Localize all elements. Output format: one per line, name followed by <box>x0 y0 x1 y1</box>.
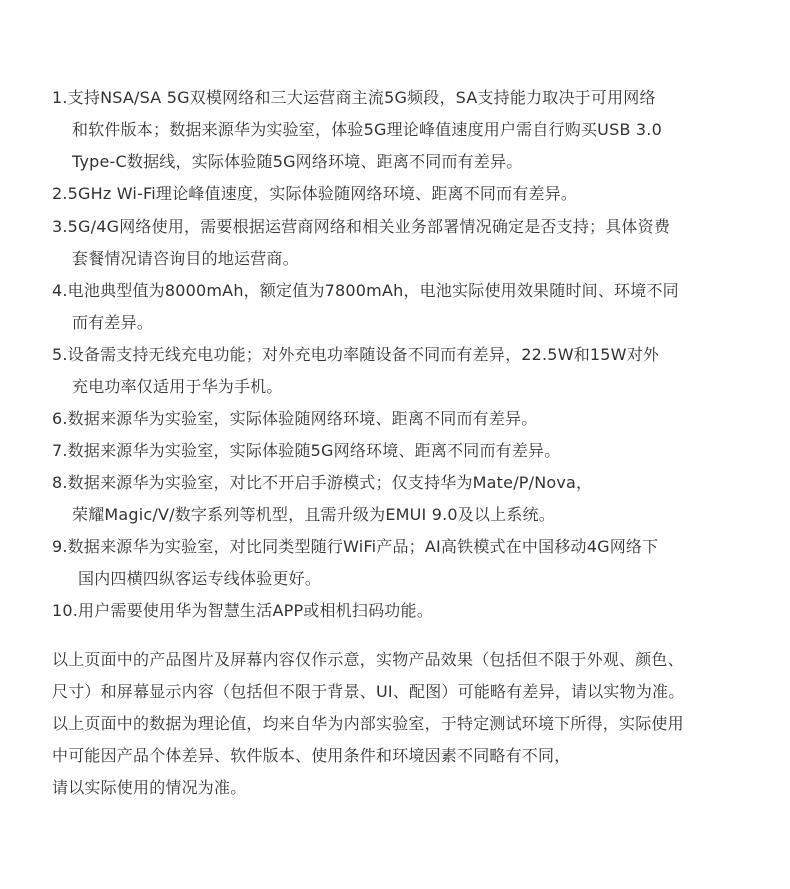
note-4-line-2: 而有差异。 <box>72 313 154 332</box>
note-8-line-2: 荣耀Magic/V/数字系列等机型，且需升级为EMUI 9.0及以上系统。 <box>72 505 556 524</box>
note-7: 7.数据来源华为实验室，实际体验随5G网络环境、距离不同而有差异。 <box>52 441 561 460</box>
disclaimer-line-2: 尺寸）和屏幕显示内容（包括但不限于背景、UI、配图）可能略有差异，请以实物为准。 <box>52 682 685 701</box>
note-10: 10.用户需要使用华为智慧生活APP或相机扫码功能。 <box>52 601 433 620</box>
note-1-line-1: 1.支持NSA/SA 5G双模网络和三大运营商主流5G频段，SA支持能力取决于可用网络 <box>52 88 656 107</box>
note-5-line-1: 5.设备需支持无线充电功能；对外充电功率随设备不同而有差异，22.5W和15W对外 <box>52 345 660 364</box>
disclaimer-line-5: 请以实际使用的情况为准。 <box>52 778 247 797</box>
note-1-line-3: Type-C数据线，实际体验随5G网络环境、距离不同而有差异。 <box>72 152 523 171</box>
note-4-line-1: 4.电池典型值为8000mAh，额定值为7800mAh，电池实际使用效果随时间、环境不同 <box>52 281 679 300</box>
disclaimer-line-4: 中可能因产品个体差异、软件版本、使用条件和环境因素不同略有不同， <box>52 746 571 765</box>
note-5-line-2: 充电功率仅适用于华为手机。 <box>72 377 283 396</box>
note-9-line-1: 9.数据来源华为实验室，对比同类型随行WiFi产品；AI高铁模式在中国移动4G网络下 <box>52 537 659 556</box>
note-3-line-2: 套餐情况请咨询目的地运营商。 <box>72 249 299 268</box>
note-6: 6.数据来源华为实验室，实际体验随网络环境、距离不同而有差异。 <box>52 409 538 428</box>
disclaimer-line-3: 以上页面中的数据为理论值，均来自华为内部实验室，于特定测试环境下所得，实际使用 <box>52 714 684 733</box>
note-8-line-1: 8.数据来源华为实验室，对比不开启手游模式；仅支持华为Mate/P/Nova， <box>52 473 593 492</box>
note-9-line-2: 国内四横四纵客运专线体验更好。 <box>78 569 322 588</box>
disclaimer-line-1: 以上页面中的产品图片及屏幕内容仅作示意，实物产品效果（包括但不限于外观、颜色、 <box>52 650 684 669</box>
note-2: 2.5GHz Wi-Fi理论峰值速度，实际体验随网络环境、距离不同而有差异。 <box>52 184 578 203</box>
note-3-line-1: 3.5G/4G网络使用，需要根据运营商网络和相关业务部署情况确定是否支持；具体资费 <box>52 217 671 236</box>
note-1-line-2: 和软件版本；数据来源华为实验室，体验5G理论峰值速度用户需自行购买USB 3.0 <box>72 120 662 139</box>
